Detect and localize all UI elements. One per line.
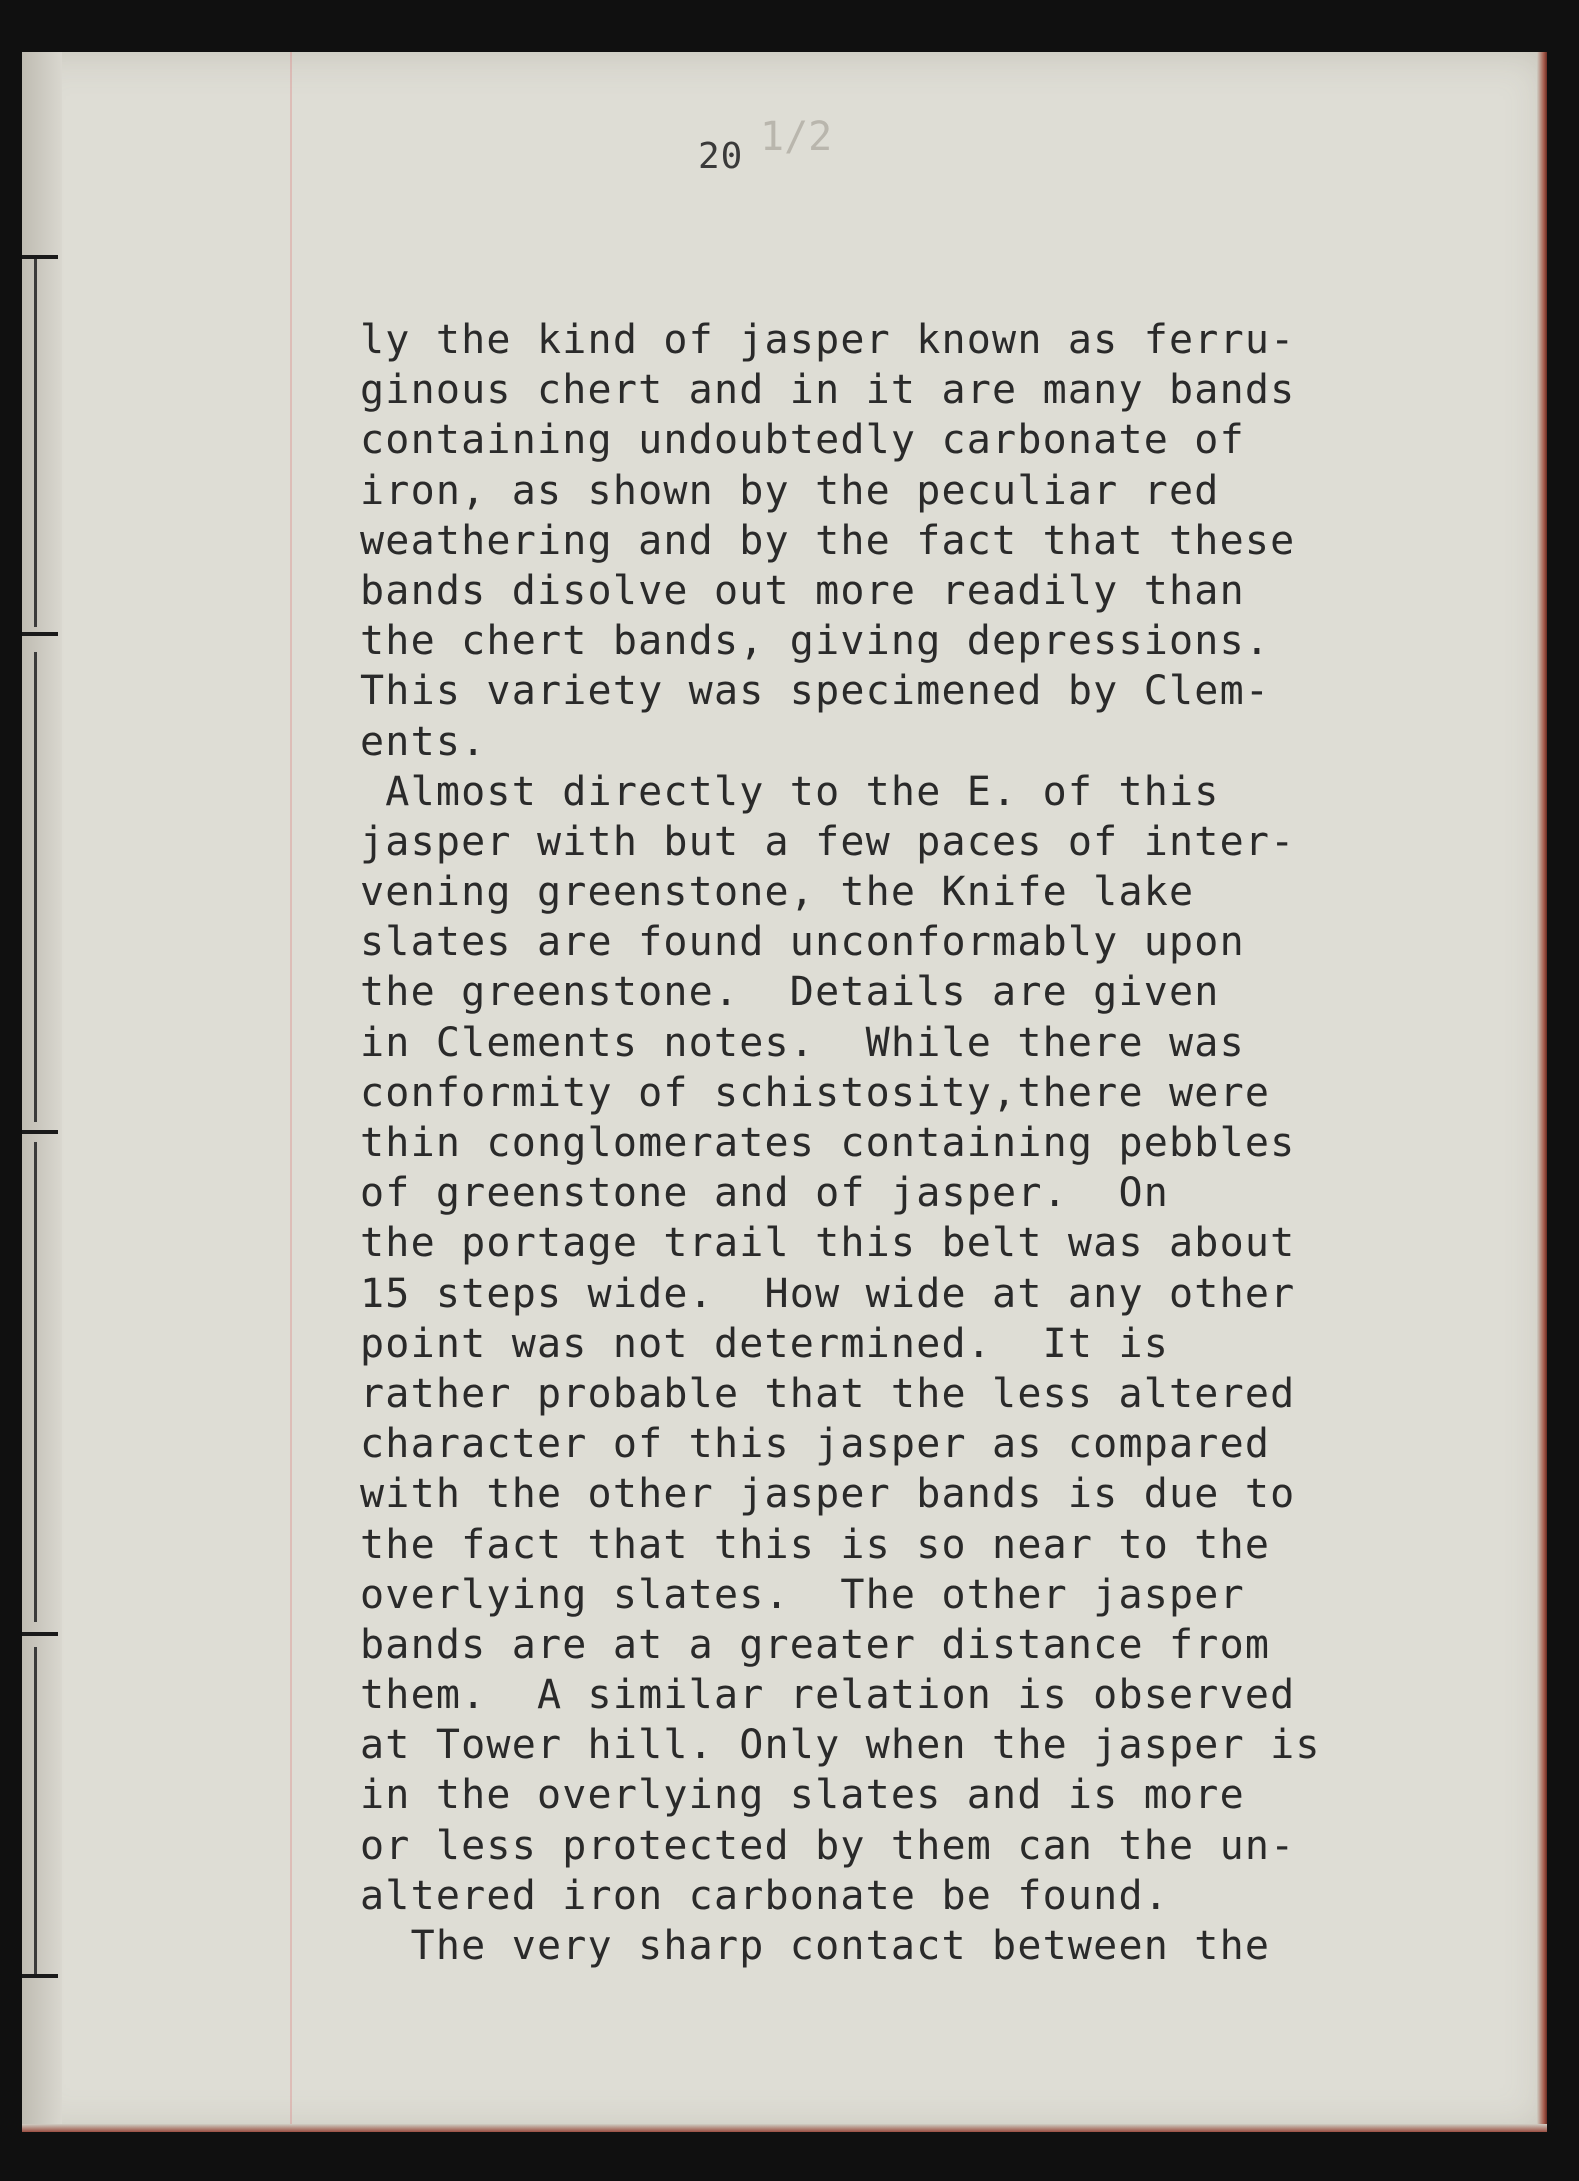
- binding-staple: [22, 632, 58, 636]
- text-line: overlying slates. The other jasper: [360, 1571, 1245, 1618]
- text-line: in Clements notes. While there was: [360, 1019, 1245, 1066]
- binding-staple: [22, 1130, 58, 1134]
- text-line: the portage trail this belt was about: [360, 1220, 1296, 1267]
- text-line: or less protected by them can the un-: [360, 1822, 1296, 1869]
- text-line: This variety was specimened by Clem-: [360, 668, 1271, 715]
- text-line: The very sharp contact between the: [360, 1923, 1271, 1969]
- text-line: slates are found unconformably upon: [360, 919, 1245, 966]
- text-line: iron, as shown by the peculiar red: [360, 467, 1220, 514]
- typed-text-body: [360, 315, 1510, 1971]
- text-line: 15 steps wide. How wide at any other: [360, 1270, 1296, 1317]
- binding-staple: [22, 255, 58, 259]
- binding-thread: [34, 1647, 37, 1977]
- text-line: vening greenstone, the Knife lake: [360, 869, 1195, 916]
- text-line: bands are at a greater distance from: [360, 1621, 1271, 1668]
- text-line: Almost directly to the E. of this: [360, 768, 1220, 815]
- text-line: of greenstone and of jasper. On: [360, 1170, 1170, 1217]
- text-line: conformity of schistosity,there were: [360, 1069, 1271, 1116]
- page-edge-right: [1537, 52, 1547, 2132]
- text-line: altered iron carbonate be found.: [360, 1872, 1170, 1919]
- text-line: ents.: [360, 718, 487, 765]
- page-number: 20: [698, 136, 744, 177]
- text-line: thin conglomerates containing pebbles: [360, 1120, 1296, 1166]
- text-line: them. A similar relation is observed: [360, 1672, 1296, 1719]
- text-line: bands disolve out more readily than: [360, 567, 1245, 614]
- page-number-annotation: 1/2: [760, 114, 833, 160]
- binding-strip: [22, 52, 62, 2132]
- binding-staple: [22, 1974, 58, 1978]
- text-line: ginous chert and in it are many bands: [360, 367, 1296, 414]
- binding-staple: [22, 1632, 58, 1636]
- binding-thread: [34, 1142, 37, 1622]
- text-line: the fact that this is so near to the: [360, 1521, 1271, 1568]
- text-line: at Tower hill. Only when the jasper is: [360, 1722, 1321, 1769]
- text-line: ly the kind of jasper known as ferru-: [360, 317, 1296, 363]
- text-line: the greenstone. Details are given: [360, 969, 1220, 1016]
- text-line: jasper with but a few paces of inter-: [360, 818, 1296, 865]
- text-line: character of this jasper as compared: [360, 1421, 1271, 1468]
- text-line: with the other jasper bands is due to: [360, 1471, 1296, 1518]
- text-line: containing undoubtedly carbonate of: [360, 417, 1245, 464]
- page-edge-bottom: [22, 2124, 1547, 2132]
- text-line: point was not determined. It is: [360, 1320, 1170, 1367]
- text-line: in the overlying slates and is more: [360, 1772, 1245, 1819]
- binding-thread: [34, 652, 37, 1122]
- text-line: rather probable that the less altered: [360, 1370, 1296, 1417]
- binding-thread: [34, 257, 37, 627]
- text-line: weathering and by the fact that these: [360, 517, 1296, 564]
- margin-rule: [290, 52, 292, 2132]
- text-line: the chert bands, giving depressions.: [360, 618, 1271, 665]
